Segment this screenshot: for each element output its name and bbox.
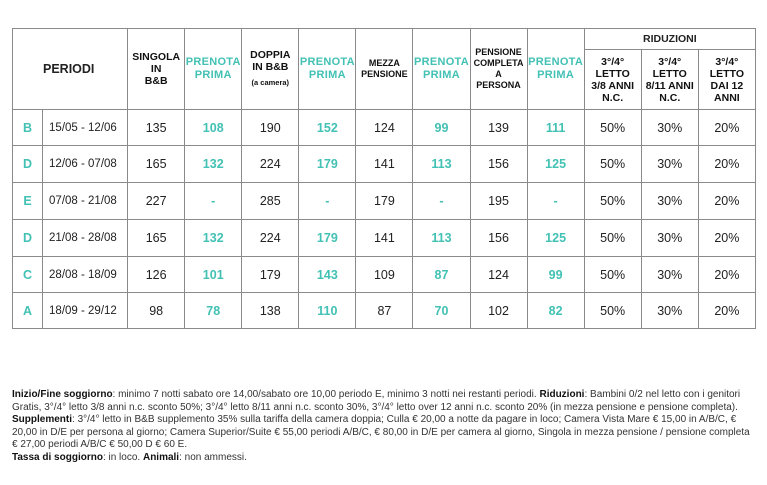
table-row <box>13 293 756 329</box>
terms-notes <box>12 389 752 465</box>
season-code: D <box>13 220 43 257</box>
prenota4-l1: PRENOTA <box>528 56 584 68</box>
period-dates: 18/09 - 29/12 <box>43 293 128 329</box>
riduzione-8-11: 30% <box>641 257 698 293</box>
period-dates: 21/08 - 28/08 <box>43 220 128 257</box>
season-code: C <box>13 257 43 293</box>
doppia-prenota-price: 179 <box>299 146 356 183</box>
riduzione-3-8: 50% <box>584 146 641 183</box>
doppia-l2: IN B&B <box>252 61 289 73</box>
mezza-pensione-header <box>356 29 413 110</box>
mezza-price: 87 <box>356 293 413 329</box>
season-code: E <box>13 183 43 220</box>
period-dates: 15/05 - 12/06 <box>43 110 128 146</box>
doppia-prenota-price: 110 <box>299 293 356 329</box>
red2-l3: 8/11 ANNI <box>645 79 694 92</box>
singola-prenota-price: - <box>185 183 242 220</box>
doppia-price: 224 <box>242 146 299 183</box>
note-text-supplementi: : 3°/4° letto in B&B supplemento 35% sulla tariffa della camera doppia; Culla € 20,00 a notte da pagare in loco; Camera Vista Mare € 15,00 in A/B/C, € 20,00 in D/E per persona al giorno; Camera Superior/Suite € 55,00 periodi A/B/C, € 80,00 in D/E per camera al giorno, Singola in mezza pensione / pensione completa € 27,00 periodi A/B/C € 50,00 D € 60 E. <box>12 414 750 451</box>
riduzione-3-8: 50% <box>584 220 641 257</box>
red1-l2: LETTO <box>595 67 630 80</box>
note-label-riduzioni: Riduzioni <box>539 389 585 400</box>
note-label-tassa: Tassa di soggiorno <box>12 451 103 463</box>
period-dates: 07/08 - 21/08 <box>43 183 128 220</box>
prenota-prima-mezza-header <box>413 29 470 110</box>
red1-l4: N.C. <box>602 91 624 104</box>
doppia-header <box>242 29 299 110</box>
mezza-prenota-price: 113 <box>413 146 470 183</box>
table-row <box>13 183 756 220</box>
prenota3-l1: PRENOTA <box>413 56 470 68</box>
season-code: D <box>13 146 43 183</box>
completa-price: 139 <box>470 110 527 146</box>
singola-l1: SINGOLA <box>132 51 181 63</box>
singola-price: 126 <box>128 257 185 293</box>
mezza-price: 141 <box>356 220 413 257</box>
note-text-riduzioni: : Bambini 0/2 nel letto con i genitori Gratis, 3°/4° letto 3/8 anni n.c. sconto 50%; 3°/4° letto 8/11 anni n.c. sconto 30%, 3°/4° letto over 12 anni n.c. sconto 20% (in mezza pensione e pensione completa). <box>12 389 741 413</box>
doppia-price: 224 <box>242 220 299 257</box>
doppia-price: 285 <box>242 183 299 220</box>
mezza-prenota-price: - <box>413 183 470 220</box>
completa-l3: A <box>495 69 502 79</box>
period-dates: 28/08 - 18/09 <box>43 257 128 293</box>
completa-prenota-price: 82 <box>527 293 584 329</box>
note-text-animali: : non ammessi. <box>179 451 247 463</box>
singola-price: 165 <box>128 220 185 257</box>
mezza-price: 124 <box>356 110 413 146</box>
riduzione-12: 20% <box>698 146 755 183</box>
doppia-note: (a camera) <box>251 78 290 87</box>
riduzione-12: 20% <box>698 110 755 146</box>
note-text-soggiorno: : minimo 7 notti sabato ore 14,00/sabato ore 10,00 periodo E, minimo 3 notti nei restanti periodi. <box>112 389 540 400</box>
riduzione-8-11: 30% <box>641 183 698 220</box>
riduzione-8-11: 30% <box>641 110 698 146</box>
prenota-prima-completa-header <box>527 29 584 110</box>
completa-prenota-price: 111 <box>527 110 584 146</box>
season-code: A <box>13 293 43 329</box>
doppia-price: 179 <box>242 257 299 293</box>
red2-l1: 3°/4° <box>658 55 682 68</box>
singola-prenota-price: 101 <box>185 257 242 293</box>
red3-l1: 3°/4° <box>715 55 739 68</box>
red3-l2: LETTO <box>709 67 744 80</box>
doppia-price: 190 <box>242 110 299 146</box>
completa-prenota-price: 99 <box>527 257 584 293</box>
note-label-animali: Animali <box>142 451 180 463</box>
singola-price: 227 <box>128 183 185 220</box>
note-label-soggiorno: Inizio/Fine soggiorno <box>12 389 113 400</box>
completa-price: 195 <box>470 183 527 220</box>
mezza-prenota-price: 113 <box>413 220 470 257</box>
prenota4-l2: PRIMA <box>537 69 575 81</box>
doppia-price: 138 <box>242 293 299 329</box>
singola-l3: B&B <box>144 75 168 87</box>
price-table <box>12 28 756 329</box>
singola-price: 98 <box>128 293 185 329</box>
completa-prenota-price: 125 <box>527 220 584 257</box>
singola-prenota-price: 132 <box>185 146 242 183</box>
completa-prenota-price: - <box>527 183 584 220</box>
riduzione-12-header <box>698 50 755 110</box>
note-text-tassa: : in loco. <box>102 451 143 463</box>
season-code: B <box>13 110 43 146</box>
red1-l1: 3°/4° <box>601 55 625 68</box>
singola-header <box>128 29 185 110</box>
period-dates: 12/06 - 07/08 <box>43 146 128 183</box>
completa-price: 156 <box>470 146 527 183</box>
riduzione-3-8: 50% <box>584 257 641 293</box>
prenota3-l2: PRIMA <box>423 69 460 81</box>
doppia-prenota-price: 143 <box>299 257 356 293</box>
table-row <box>13 110 756 146</box>
riduzione-8-11-header <box>641 50 698 110</box>
red2-l2: LETTO <box>652 67 687 80</box>
table-row <box>13 257 756 293</box>
completa-price: 124 <box>470 257 527 293</box>
prenota-prima-doppia-header <box>299 29 356 110</box>
riduzione-3-8: 50% <box>584 110 641 146</box>
doppia-prenota-price: - <box>299 183 356 220</box>
doppia-l1: DOPPIA <box>250 49 291 61</box>
singola-prenota-price: 108 <box>185 110 242 146</box>
riduzioni-header: RIDUZIONI <box>584 29 755 50</box>
riduzione-3-8-header <box>584 50 641 110</box>
singola-l2: IN <box>150 63 162 75</box>
table-row <box>13 146 756 183</box>
riduzione-3-8: 50% <box>584 293 641 329</box>
prenota1-l2: PRIMA <box>194 69 232 81</box>
doppia-prenota-price: 179 <box>299 220 356 257</box>
prenota1-l1: PRENOTA <box>185 56 241 68</box>
riduzione-12: 20% <box>698 257 755 293</box>
prenota2-l1: PRENOTA <box>299 56 355 68</box>
completa-prenota-price: 125 <box>527 146 584 183</box>
mezza-prenota-price: 70 <box>413 293 470 329</box>
red3-l4: ANNI <box>714 91 740 104</box>
singola-prenota-price: 132 <box>185 220 242 257</box>
mezza-price: 141 <box>356 146 413 183</box>
riduzione-12: 20% <box>698 220 755 257</box>
singola-price: 135 <box>128 110 185 146</box>
mezza-l2: PENSIONE <box>361 69 408 79</box>
completa-price: 156 <box>470 220 527 257</box>
prenota-prima-singola-header <box>185 29 242 110</box>
periodi-header: PERIODI <box>13 29 128 110</box>
riduzione-12: 20% <box>698 293 755 329</box>
red2-l4: N.C. <box>659 91 681 104</box>
mezza-prenota-price: 87 <box>413 257 470 293</box>
doppia-prenota-price: 152 <box>299 110 356 146</box>
prenota2-l2: PRIMA <box>308 69 346 81</box>
riduzione-3-8: 50% <box>584 183 641 220</box>
singola-prenota-price: 78 <box>185 293 242 329</box>
singola-price: 165 <box>128 146 185 183</box>
riduzione-8-11: 30% <box>641 293 698 329</box>
completa-l4: PERSONA <box>476 80 521 90</box>
red1-l3: 3/8 ANNI <box>591 79 635 92</box>
mezza-price: 109 <box>356 257 413 293</box>
note-label-supplementi: Supplementi <box>12 414 73 426</box>
completa-l2: COMPLETA <box>473 58 524 68</box>
mezza-l1: MEZZA <box>368 58 400 68</box>
riduzione-8-11: 30% <box>641 146 698 183</box>
completa-price: 102 <box>470 293 527 329</box>
red3-l3: DAI 12 <box>710 79 744 92</box>
riduzione-12: 20% <box>698 183 755 220</box>
mezza-price: 179 <box>356 183 413 220</box>
completa-l1: PENSIONE <box>475 47 522 57</box>
riduzione-8-11: 30% <box>641 220 698 257</box>
table-row <box>13 220 756 257</box>
mezza-prenota-price: 99 <box>413 110 470 146</box>
pensione-completa-header <box>470 29 527 110</box>
